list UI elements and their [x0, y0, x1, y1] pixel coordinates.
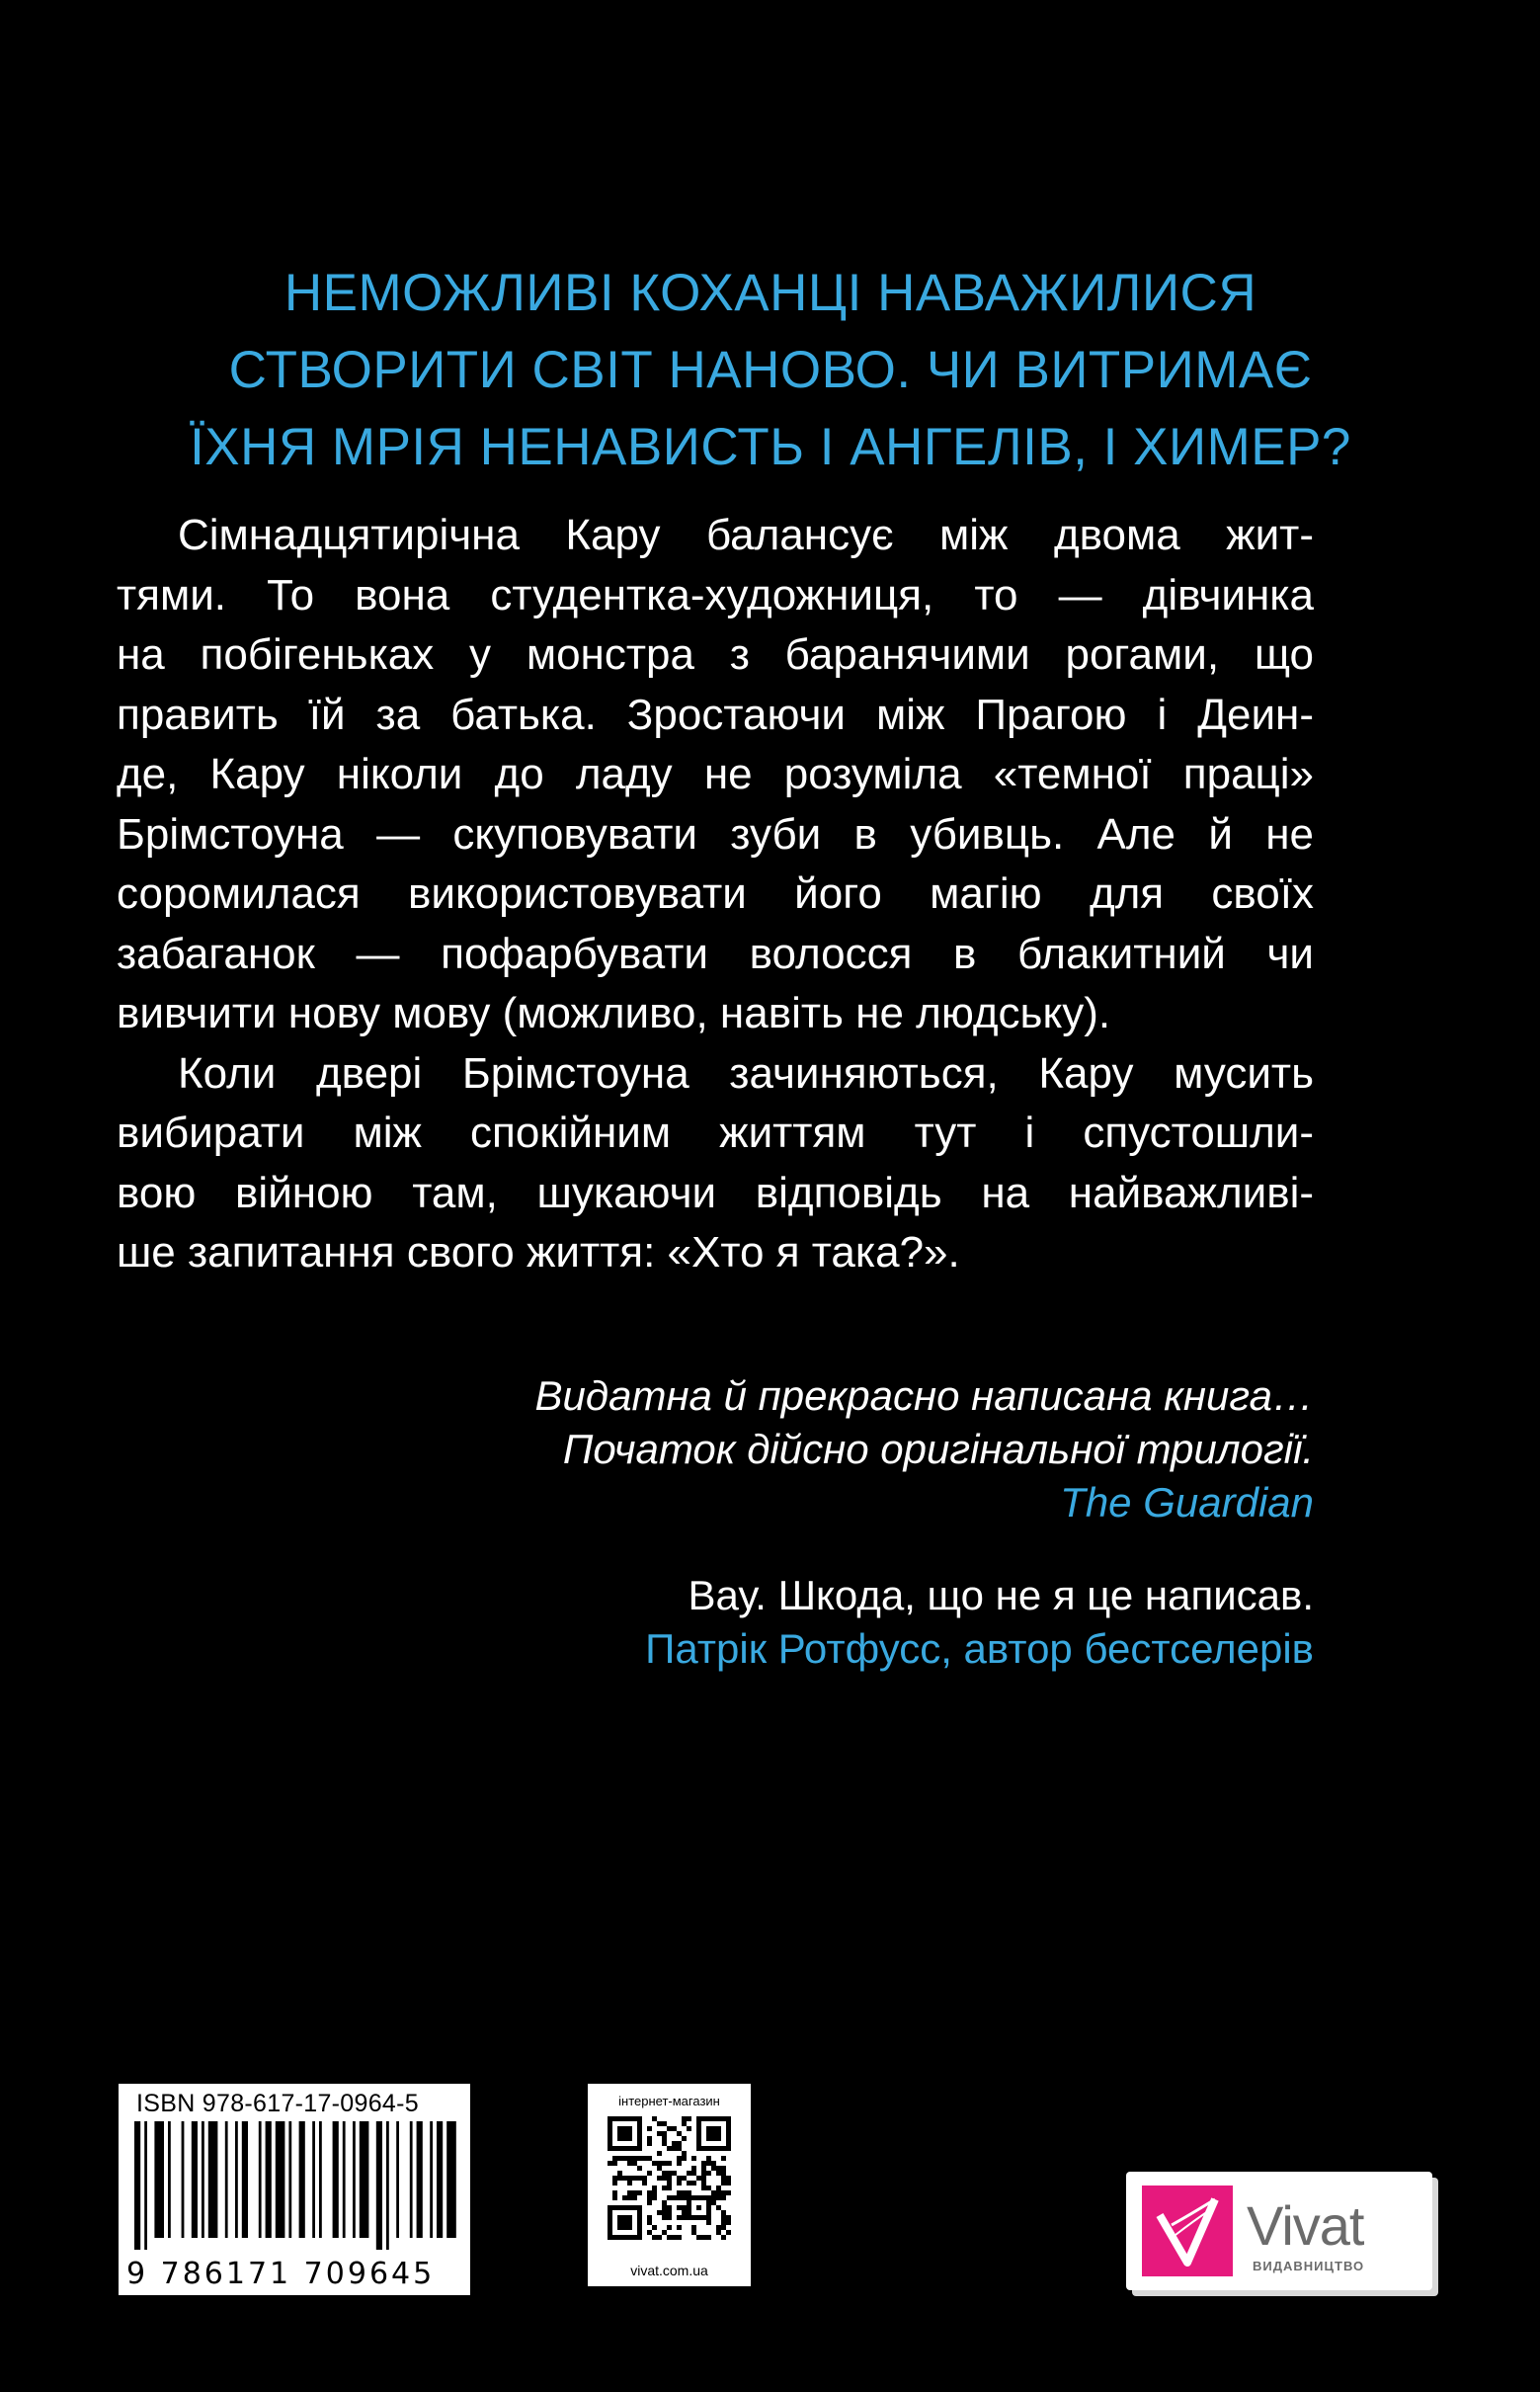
qr-module	[647, 2126, 652, 2131]
barcode-bar	[376, 2121, 382, 2250]
qr-module	[682, 2136, 687, 2141]
qr-module	[677, 2131, 682, 2136]
qr-module	[627, 2195, 632, 2200]
barcode-bar	[144, 2121, 147, 2250]
barcode-bar	[396, 2121, 399, 2238]
barcode-bar	[360, 2121, 369, 2238]
qr-code-icon[interactable]	[608, 2116, 731, 2240]
qr-module	[721, 2190, 726, 2195]
qr-module	[721, 2225, 726, 2230]
qr-module	[652, 2190, 657, 2195]
qr-module	[701, 2166, 706, 2171]
barcode-bar	[410, 2121, 413, 2238]
qr-module	[662, 2176, 667, 2181]
qr-module	[647, 2171, 652, 2176]
qr-module	[682, 2176, 687, 2181]
qr-module	[667, 2225, 672, 2230]
qr-module	[677, 2176, 682, 2181]
qr-module	[687, 2126, 691, 2131]
qr-module	[662, 2215, 667, 2220]
qr-module	[612, 2161, 617, 2166]
headline	[109, 255, 1432, 486]
qr-module	[682, 2121, 687, 2126]
blurb-line: Коли двері Брімстоуна зачиняються, Кару мусить	[178, 1048, 1314, 1098]
quote-text: Видатна й прекрасно написана книга…	[534, 1372, 1314, 1419]
book-blurb	[117, 506, 1314, 1283]
qr-module	[642, 2156, 647, 2161]
qr-module	[667, 2181, 672, 2186]
qr-module	[612, 2176, 617, 2181]
qr-module	[677, 2161, 682, 2166]
blurb-line: вивчити нову мову (можливо, навіть не людську).	[117, 989, 1111, 1037]
barcode-bar	[168, 2121, 171, 2238]
qr-module	[612, 2195, 617, 2200]
qr-module	[716, 2205, 721, 2210]
qr-module	[677, 2181, 682, 2186]
publisher-logo	[1126, 2172, 1432, 2290]
barcode-bar	[154, 2121, 164, 2238]
barcode-bar	[202, 2121, 204, 2238]
qr-module	[647, 2190, 652, 2195]
qr-module	[721, 2220, 726, 2225]
qr-module	[677, 2156, 682, 2161]
qr-module	[647, 2136, 652, 2141]
barcode-bar	[259, 2121, 262, 2238]
qr-module	[706, 2156, 711, 2161]
qr-module	[627, 2181, 632, 2186]
headline-line: ЇХНЯ МРІЯ НЕНАВИСТЬ І АНГЕЛІВ, І ХИМЕР?	[190, 418, 1351, 476]
blurb-line: забаганок — пофарбувати волосся в блакитний чи	[117, 929, 1314, 978]
barcode-bar	[225, 2121, 228, 2238]
qr-module	[682, 2116, 687, 2121]
qr-module	[682, 2151, 687, 2156]
review-quote-guardian	[425, 1369, 1314, 1529]
barcode-bar	[319, 2121, 322, 2238]
qr-module	[662, 2200, 667, 2205]
qr-module	[662, 2210, 667, 2215]
qr-module	[711, 2166, 716, 2171]
qr-module	[726, 2176, 731, 2181]
qr-module	[662, 2186, 667, 2190]
blurb-line: ше запитання свого життя: «Хто я така?».	[117, 1228, 960, 1277]
barcode-bar	[235, 2121, 238, 2238]
qr-module	[662, 2205, 667, 2210]
qr-module	[672, 2171, 677, 2176]
qr-module	[657, 2210, 662, 2215]
qr-module	[682, 2215, 687, 2220]
blurb-line: на побігеньках у монстра з баранячими рогами, що	[117, 630, 1314, 679]
blurb-line: вою війною там, шукаючи відповідь на найважливі-	[117, 1168, 1314, 1217]
qr-module	[672, 2235, 677, 2240]
qr-module	[706, 2161, 711, 2166]
qr-module	[706, 2235, 711, 2240]
qr-module	[726, 2230, 731, 2235]
publisher-subtitle: ВИДАВНИЦТВО	[1253, 2259, 1365, 2273]
qr-module	[637, 2166, 642, 2171]
qr-module	[677, 2146, 682, 2151]
qr-module	[672, 2141, 677, 2146]
qr-module	[706, 2220, 711, 2225]
qr-module	[617, 2215, 632, 2230]
qr-module	[622, 2176, 627, 2181]
qr-module	[617, 2171, 622, 2176]
qr-module	[622, 2156, 627, 2161]
vivat-emblem-icon	[1142, 2186, 1233, 2276]
blurb-line: соромилася використовувати його магію для своїх	[117, 869, 1314, 918]
qr-module	[721, 2171, 726, 2176]
qr-module	[647, 2200, 652, 2205]
qr-module	[667, 2210, 672, 2215]
qr-module	[667, 2161, 672, 2166]
qr-module	[721, 2181, 726, 2186]
barcode-icon	[130, 2121, 456, 2250]
blurb-line: Брімстоуна — скуповувати зуби в убивць. Але й не	[117, 809, 1314, 859]
qr-module	[696, 2205, 701, 2210]
barcode-bar	[446, 2121, 456, 2238]
qr-module	[687, 2116, 691, 2121]
qr-module	[721, 2215, 726, 2220]
publisher-name: Vivat	[1247, 2194, 1364, 2257]
qr-module	[627, 2176, 632, 2181]
qr-module	[677, 2215, 682, 2220]
qr-module	[677, 2190, 682, 2195]
blurb-line: де, Кару ніколи до ладу не розуміла «темної праці»	[117, 750, 1314, 798]
qr-module	[716, 2166, 721, 2171]
qr-module	[642, 2181, 647, 2186]
qr-module	[652, 2116, 657, 2121]
qr-module	[711, 2200, 716, 2205]
qr-module	[691, 2156, 696, 2161]
review-quote-rothfuss	[425, 1569, 1314, 1676]
barcode-bar	[386, 2121, 389, 2250]
barcode-bar	[192, 2121, 198, 2238]
qr-module	[612, 2156, 617, 2161]
barcode-bar	[437, 2121, 443, 2238]
qr-module	[721, 2166, 726, 2171]
qr-module	[667, 2195, 672, 2200]
qr-module	[706, 2171, 711, 2176]
qr-module	[632, 2161, 637, 2166]
qr-module	[682, 2190, 687, 2195]
qr-module	[657, 2166, 662, 2171]
qr-module	[677, 2205, 682, 2210]
qr-module	[691, 2225, 696, 2230]
qr-module	[662, 2230, 667, 2235]
headline-line: НЕМОЖЛИВІ КОХАНЦІ НАВАЖИЛИСЯ	[284, 264, 1257, 322]
qr-module	[701, 2161, 706, 2166]
qr-module	[667, 2146, 672, 2151]
qr-module	[647, 2230, 652, 2235]
qr-module	[657, 2235, 662, 2240]
qr-module	[711, 2190, 716, 2195]
qr-module	[716, 2190, 721, 2195]
barcode-bar	[333, 2121, 339, 2238]
qr-module	[726, 2190, 731, 2195]
qr-module	[627, 2156, 632, 2161]
barcode-bar	[208, 2121, 218, 2238]
qr-module	[617, 2156, 622, 2161]
qr-module	[652, 2235, 657, 2240]
qr-module	[691, 2181, 696, 2186]
qr-module	[632, 2156, 637, 2161]
barcode-bar	[299, 2121, 305, 2238]
qr-module	[647, 2141, 652, 2146]
qr-module	[662, 2121, 667, 2126]
barcode-bar	[134, 2121, 140, 2250]
quote-source: Патрік Ротфусс, автор бестселерів	[645, 1625, 1314, 1672]
qr-module	[716, 2171, 721, 2176]
quote-text: Початок дійсно оригінальної трилогії.	[562, 1426, 1314, 1472]
qr-module	[657, 2121, 662, 2126]
qr-module	[637, 2176, 642, 2181]
qr-module	[662, 2171, 667, 2176]
qr-module	[711, 2195, 716, 2200]
qr-module	[716, 2230, 721, 2235]
qr-module	[716, 2195, 721, 2200]
qr-module	[657, 2131, 662, 2136]
qr-module	[701, 2171, 706, 2176]
barcode-digits: 9 786171 709645	[126, 2257, 436, 2291]
qr-module	[696, 2235, 701, 2240]
qr-module	[657, 2151, 662, 2156]
blurb-line: править їй за батька. Зростаючи між Прагою і Деин-	[117, 690, 1314, 739]
blurb-line: тями. То вона студентка-художниця, то — дівчинка	[117, 570, 1314, 619]
qr-module	[726, 2215, 731, 2220]
headline-line: СТВОРИТИ СВІТ НАНОВО. ЧИ ВИТРИМАЄ	[228, 341, 1313, 399]
qr-module	[701, 2176, 706, 2181]
qr-module	[608, 2161, 612, 2166]
qr-module	[647, 2195, 652, 2200]
qr-module	[677, 2195, 682, 2200]
qr-module	[652, 2186, 657, 2190]
barcode-bar	[276, 2121, 285, 2238]
qr-module	[711, 2161, 716, 2166]
barcode-bar	[288, 2121, 291, 2238]
qr-module	[721, 2235, 726, 2240]
qr-module	[691, 2171, 696, 2176]
qr-module	[682, 2195, 687, 2200]
qr-module	[721, 2210, 726, 2215]
qr-module	[701, 2181, 706, 2186]
qr-module	[726, 2181, 731, 2186]
qr-caption-top: інтернет-магазин	[618, 2094, 720, 2108]
qr-module	[652, 2225, 657, 2230]
blurb-line: вибирати між спокійним життям тут і спустошли-	[117, 1109, 1314, 1157]
qr-module	[682, 2205, 687, 2210]
qr-module	[721, 2195, 726, 2200]
qr-module	[657, 2176, 662, 2181]
qr-module	[617, 2176, 622, 2181]
qr-module	[687, 2171, 691, 2176]
barcode-bar	[242, 2121, 248, 2238]
isbn-barcode	[119, 2084, 470, 2295]
barcode-bar	[182, 2121, 185, 2238]
qr-module	[667, 2205, 672, 2210]
qr-module	[637, 2156, 642, 2161]
qr-module	[627, 2190, 632, 2195]
qr-module	[617, 2126, 632, 2141]
barcode-bar	[266, 2121, 272, 2238]
qr-module	[687, 2190, 691, 2195]
quote-text: Вау. Шкода, що не я це написав.	[688, 1572, 1314, 1618]
qr-module	[652, 2161, 657, 2166]
qr-module	[677, 2225, 682, 2230]
barcode-bar	[353, 2121, 356, 2238]
qr-module	[701, 2235, 706, 2240]
qr-code-block[interactable]	[588, 2084, 751, 2286]
qr-module	[716, 2186, 721, 2190]
qr-module	[716, 2225, 721, 2230]
qr-module	[632, 2190, 637, 2195]
qr-module	[677, 2235, 682, 2240]
qr-module	[682, 2210, 687, 2215]
qr-module	[632, 2195, 637, 2200]
qr-module	[662, 2131, 667, 2136]
blurb-line: Сімнадцятирічна Кару балансує між двома жит-	[178, 511, 1314, 559]
qr-module	[687, 2181, 691, 2186]
qr-module	[667, 2171, 672, 2176]
qr-module	[667, 2186, 672, 2190]
qr-module	[662, 2161, 667, 2166]
qr-module	[667, 2215, 672, 2220]
isbn-label: ISBN 978-617-17-0964-5	[136, 2090, 419, 2117]
qr-module	[721, 2156, 726, 2161]
qr-module	[667, 2176, 672, 2181]
qr-module	[706, 2186, 711, 2190]
qr-module	[701, 2186, 706, 2190]
qr-module	[672, 2126, 677, 2131]
qr-module	[667, 2235, 672, 2240]
qr-module	[642, 2176, 647, 2181]
qr-module	[691, 2230, 696, 2235]
qr-module	[706, 2126, 721, 2141]
quote-source: The Guardian	[1060, 1479, 1314, 1526]
barcode-bar	[417, 2121, 423, 2238]
qr-module	[667, 2126, 672, 2131]
qr-module	[672, 2195, 677, 2200]
qr-module	[622, 2195, 627, 2200]
qr-module	[726, 2220, 731, 2225]
qr-module	[672, 2146, 677, 2151]
qr-module	[721, 2176, 726, 2181]
barcode-bar	[430, 2121, 433, 2238]
barcode-bar	[312, 2121, 315, 2238]
qr-module	[662, 2136, 667, 2141]
qr-caption-url[interactable]: vivat.com.ua	[630, 2263, 708, 2278]
qr-module	[696, 2176, 701, 2181]
qr-module	[662, 2141, 667, 2146]
qr-module	[632, 2176, 637, 2181]
qr-module	[652, 2195, 657, 2200]
qr-module	[647, 2220, 652, 2225]
qr-module	[612, 2181, 617, 2186]
qr-module	[691, 2166, 696, 2171]
qr-module	[657, 2161, 662, 2166]
qr-module	[647, 2156, 652, 2161]
qr-module	[612, 2190, 617, 2195]
qr-module	[682, 2156, 687, 2161]
qr-module	[647, 2215, 652, 2220]
qr-module	[627, 2161, 632, 2166]
barcode-bar	[343, 2121, 346, 2238]
qr-module	[677, 2141, 682, 2146]
qr-module	[637, 2190, 642, 2195]
